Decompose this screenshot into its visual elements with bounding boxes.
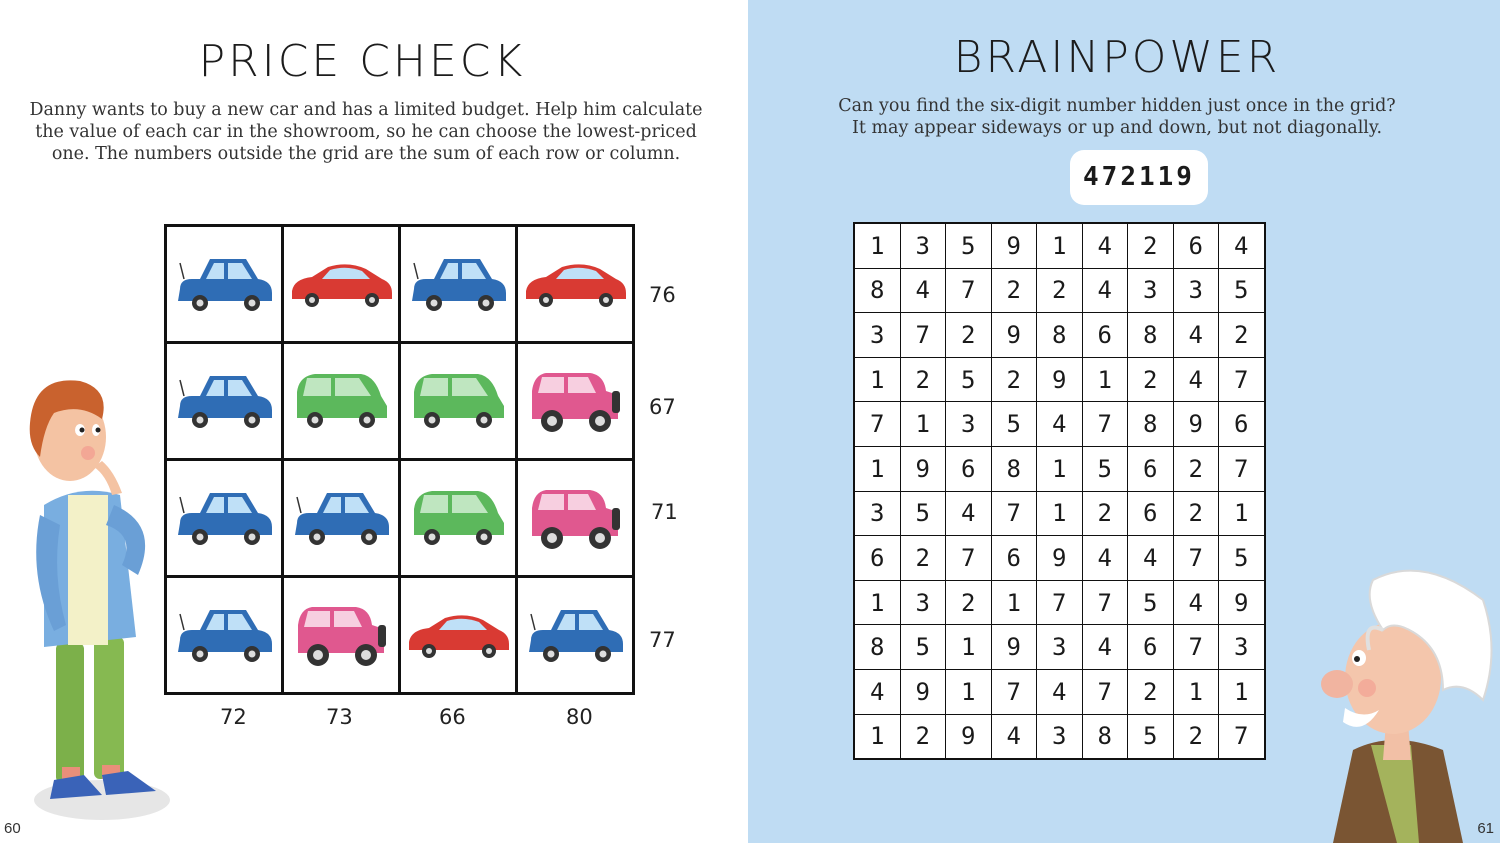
green-hatch-icon xyxy=(291,366,391,436)
number-cell[interactable]: 6 xyxy=(1082,313,1128,358)
number-cell[interactable]: 7 xyxy=(946,536,992,581)
blue-sedan-icon xyxy=(172,600,276,670)
danny-illustration xyxy=(10,375,170,830)
number-cell[interactable]: 2 xyxy=(946,580,992,625)
green-hatch-icon xyxy=(408,483,508,553)
number-cell[interactable]: 2 xyxy=(900,714,946,759)
car-red-sports xyxy=(401,578,515,692)
brainpower-intro-line-2: It may appear sideways or up and down, but not diagonally. xyxy=(851,118,1383,138)
number-cell[interactable]: 2 xyxy=(1128,223,1174,268)
row-sum-3: 71 xyxy=(651,500,678,524)
car-green-hatch xyxy=(401,461,515,575)
number-grid-row xyxy=(854,536,1265,581)
number-cell[interactable]: 4 xyxy=(1082,268,1128,313)
row-sum-1: 76 xyxy=(649,283,676,307)
number-grid-row xyxy=(854,446,1265,491)
number-cell[interactable]: 8 xyxy=(854,268,900,313)
number-cell[interactable]: 8 xyxy=(1037,313,1083,358)
number-cell[interactable]: 5 xyxy=(1128,580,1174,625)
number-cell[interactable]: 1 xyxy=(1082,357,1128,402)
number-cell[interactable]: 8 xyxy=(991,446,1037,491)
number-cell[interactable]: 4 xyxy=(1082,536,1128,581)
number-cell[interactable]: 4 xyxy=(1082,625,1128,670)
number-cell[interactable]: 3 xyxy=(1037,625,1083,670)
number-cell[interactable]: 2 xyxy=(1173,491,1219,536)
number-cell[interactable]: 7 xyxy=(1082,669,1128,714)
number-cell[interactable]: 9 xyxy=(946,714,992,759)
number-cell[interactable]: 1 xyxy=(1037,223,1083,268)
number-cell[interactable]: 8 xyxy=(1128,402,1174,447)
number-cell[interactable]: 1 xyxy=(900,402,946,447)
number-cell[interactable]: 8 xyxy=(1082,714,1128,759)
number-cell[interactable]: 4 xyxy=(854,669,900,714)
price-check-title: PRICE CHECK xyxy=(198,36,526,87)
number-cell[interactable]: 4 xyxy=(946,491,992,536)
number-cell[interactable]: 2 xyxy=(1128,669,1174,714)
blue-sedan-icon xyxy=(523,600,627,670)
car-blue-sedan xyxy=(518,578,632,692)
number-cell[interactable]: 6 xyxy=(1128,446,1174,491)
number-cell[interactable]: 7 xyxy=(1173,625,1219,670)
number-cell[interactable]: 9 xyxy=(900,669,946,714)
number-cell[interactable]: 7 xyxy=(1082,580,1128,625)
price-check-intro xyxy=(0,99,748,165)
page-number-right: 61 xyxy=(1477,820,1494,837)
number-cell[interactable]: 6 xyxy=(991,536,1037,581)
number-cell[interactable]: 4 xyxy=(1173,580,1219,625)
car-blue-sedan xyxy=(167,461,281,575)
number-cell[interactable]: 9 xyxy=(1173,402,1219,447)
blue-sedan-icon xyxy=(172,483,276,553)
number-cell[interactable]: 7 xyxy=(1219,357,1265,402)
row-sum-4: 77 xyxy=(649,628,676,652)
number-cell[interactable]: 1 xyxy=(1037,491,1083,536)
car-blue-sedan xyxy=(167,227,281,341)
car-blue-sedan xyxy=(284,461,398,575)
brainpower-intro-line-1: Can you find the six-digit number hidden just once in the grid? xyxy=(838,96,1396,116)
number-cell[interactable]: 5 xyxy=(946,223,992,268)
number-cell[interactable]: 2 xyxy=(1128,357,1174,402)
col-sum-3: 66 xyxy=(439,705,466,729)
car-red-sports xyxy=(284,227,398,341)
car-pink-jeep xyxy=(518,344,632,458)
blue-sedan-icon xyxy=(406,249,510,319)
number-cell[interactable]: 3 xyxy=(1128,268,1174,313)
number-cell[interactable]: 7 xyxy=(1219,714,1265,759)
green-hatch-icon xyxy=(408,366,508,436)
number-cell[interactable]: 9 xyxy=(1037,536,1083,581)
number-cell[interactable]: 2 xyxy=(900,536,946,581)
page-number-left: 60 xyxy=(4,820,21,837)
number-cell[interactable]: 4 xyxy=(991,714,1037,759)
number-cell[interactable]: 4 xyxy=(900,268,946,313)
number-grid-row xyxy=(854,669,1265,714)
number-cell[interactable]: 1 xyxy=(854,714,900,759)
number-cell[interactable]: 1 xyxy=(854,446,900,491)
number-cell[interactable]: 3 xyxy=(946,402,992,447)
number-cell[interactable]: 7 xyxy=(854,402,900,447)
car-blue-sedan xyxy=(401,227,515,341)
number-grid-row xyxy=(854,714,1265,759)
car-grid xyxy=(164,224,635,695)
number-cell[interactable]: 6 xyxy=(854,536,900,581)
col-sum-2: 73 xyxy=(326,705,353,729)
pink-jeep-icon xyxy=(526,361,624,441)
number-cell[interactable]: 2 xyxy=(1173,446,1219,491)
number-grid-row xyxy=(854,223,1265,268)
number-cell[interactable]: 1 xyxy=(854,580,900,625)
intro-line-2: the value of each car in the showroom, so he can choose the lowest-priced xyxy=(35,122,697,142)
number-cell[interactable]: 2 xyxy=(1219,313,1265,358)
number-cell[interactable]: 2 xyxy=(946,313,992,358)
number-cell[interactable]: 7 xyxy=(991,491,1037,536)
car-pink-jeep xyxy=(284,578,398,692)
number-cell[interactable]: 1 xyxy=(1219,669,1265,714)
number-cell[interactable]: 9 xyxy=(991,313,1037,358)
number-cell[interactable]: 2 xyxy=(1173,714,1219,759)
number-cell[interactable]: 5 xyxy=(900,491,946,536)
pink-jeep-icon xyxy=(526,478,624,558)
number-cell[interactable]: 3 xyxy=(854,313,900,358)
car-pink-jeep xyxy=(518,461,632,575)
left-page xyxy=(0,0,748,843)
number-cell[interactable]: 4 xyxy=(1037,669,1083,714)
number-grid-row xyxy=(854,357,1265,402)
number-cell[interactable]: 5 xyxy=(900,625,946,670)
number-cell[interactable]: 1 xyxy=(1219,491,1265,536)
number-cell[interactable]: 2 xyxy=(1082,491,1128,536)
number-cell[interactable]: 4 xyxy=(1173,313,1219,358)
number-cell[interactable]: 4 xyxy=(1173,357,1219,402)
number-cell[interactable]: 3 xyxy=(900,580,946,625)
number-cell[interactable]: 7 xyxy=(1037,580,1083,625)
number-grid-row xyxy=(854,625,1265,670)
intro-line-3: one. The numbers outside the grid are the sum of each row or column. xyxy=(51,144,681,164)
number-cell[interactable]: 1 xyxy=(1037,446,1083,491)
number-cell[interactable]: 6 xyxy=(1128,625,1174,670)
number-cell[interactable]: 4 xyxy=(1128,536,1174,581)
number-cell[interactable]: 7 xyxy=(900,313,946,358)
number-cell[interactable]: 7 xyxy=(946,268,992,313)
number-grid-row xyxy=(854,402,1265,447)
number-cell[interactable]: 1 xyxy=(946,625,992,670)
number-cell[interactable]: 6 xyxy=(1219,402,1265,447)
brainpower-title: BRAINPOWER xyxy=(953,32,1281,83)
number-cell[interactable]: 3 xyxy=(1037,714,1083,759)
number-cell[interactable]: 9 xyxy=(900,446,946,491)
number-cell[interactable]: 5 xyxy=(1219,268,1265,313)
number-grid-row xyxy=(854,491,1265,536)
number-cell[interactable]: 5 xyxy=(1128,714,1174,759)
number-cell[interactable]: 3 xyxy=(1219,625,1265,670)
pink-jeep-icon xyxy=(292,595,390,675)
number-cell[interactable]: 6 xyxy=(1128,491,1174,536)
number-grid-row xyxy=(854,580,1265,625)
target-number: 472119 xyxy=(1070,150,1208,205)
right-page xyxy=(748,0,1500,843)
row-sum-2: 67 xyxy=(649,395,676,419)
number-cell[interactable]: 8 xyxy=(1128,313,1174,358)
number-cell[interactable]: 1 xyxy=(1173,669,1219,714)
number-cell[interactable]: 3 xyxy=(854,491,900,536)
blue-sedan-icon xyxy=(289,483,393,553)
number-cell[interactable]: 9 xyxy=(991,223,1037,268)
number-cell[interactable]: 4 xyxy=(1219,223,1265,268)
number-cell[interactable]: 1 xyxy=(854,223,900,268)
number-cell[interactable]: 6 xyxy=(1173,223,1219,268)
number-cell[interactable]: 9 xyxy=(1219,580,1265,625)
number-cell[interactable]: 7 xyxy=(1173,536,1219,581)
number-grid xyxy=(853,222,1266,760)
number-cell[interactable]: 5 xyxy=(946,357,992,402)
col-sum-4: 80 xyxy=(566,705,593,729)
number-cell[interactable]: 2 xyxy=(991,357,1037,402)
red-sports-icon xyxy=(288,249,394,319)
red-sports-icon xyxy=(522,249,628,319)
car-green-hatch xyxy=(284,344,398,458)
number-cell[interactable]: 6 xyxy=(946,446,992,491)
car-red-sports xyxy=(518,227,632,341)
number-cell[interactable]: 2 xyxy=(900,357,946,402)
number-cell[interactable]: 7 xyxy=(1219,446,1265,491)
number-cell[interactable]: 5 xyxy=(991,402,1037,447)
car-blue-sedan xyxy=(167,578,281,692)
number-grid-row xyxy=(854,313,1265,358)
number-cell[interactable]: 5 xyxy=(1219,536,1265,581)
number-cell[interactable]: 1 xyxy=(946,669,992,714)
car-blue-sedan xyxy=(167,344,281,458)
red-sports-icon xyxy=(405,600,511,670)
car-green-hatch xyxy=(401,344,515,458)
number-cell[interactable]: 5 xyxy=(1082,446,1128,491)
number-cell[interactable]: 3 xyxy=(1173,268,1219,313)
number-cell[interactable]: 7 xyxy=(1082,402,1128,447)
number-cell[interactable]: 9 xyxy=(1037,357,1083,402)
brainpower-intro xyxy=(734,95,1500,139)
blue-sedan-icon xyxy=(172,366,276,436)
number-cell[interactable]: 9 xyxy=(991,625,1037,670)
number-cell[interactable]: 2 xyxy=(1037,268,1083,313)
professor-illustration xyxy=(1293,560,1500,843)
number-cell[interactable]: 4 xyxy=(1082,223,1128,268)
blue-sedan-icon xyxy=(172,249,276,319)
number-cell[interactable]: 4 xyxy=(1037,402,1083,447)
number-cell[interactable]: 7 xyxy=(991,669,1037,714)
number-cell[interactable]: 8 xyxy=(854,625,900,670)
number-cell[interactable]: 2 xyxy=(991,268,1037,313)
intro-line-1: Danny wants to buy a new car and has a limited budget. Help him calculate xyxy=(29,100,703,120)
number-grid-row xyxy=(854,268,1265,313)
number-cell[interactable]: 3 xyxy=(900,223,946,268)
number-cell[interactable]: 1 xyxy=(854,357,900,402)
col-sum-1: 72 xyxy=(220,705,247,729)
number-cell[interactable]: 1 xyxy=(991,580,1037,625)
